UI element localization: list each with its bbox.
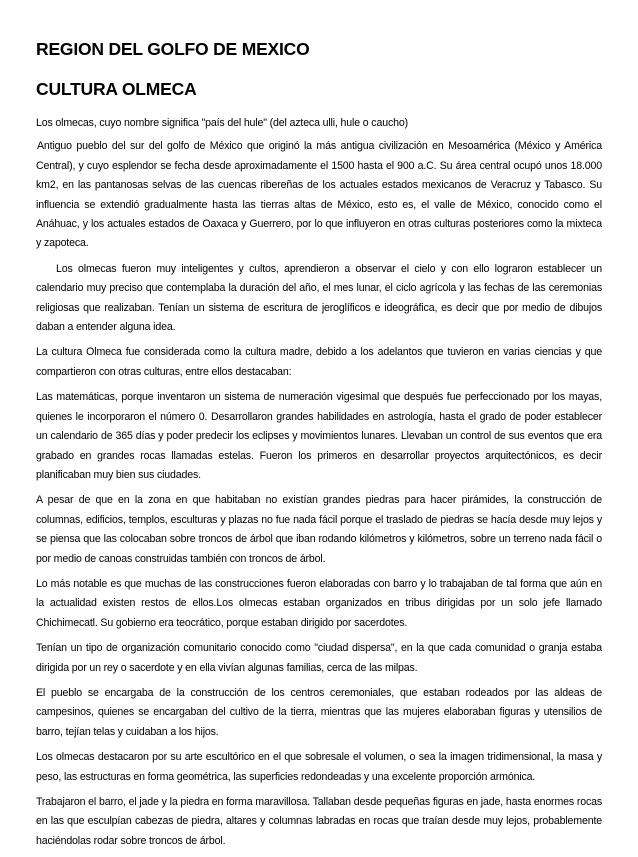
paragraph-materials: Trabajaron el barro, el jade y la piedra en forma maravillosa. Tallaban desde pequeñas figuras en jade, hasta enormes rocas en las que esculpían cabezas de piedra, altares y columnas labradas en rocas que traían desde muy lejos, probablemente haciéndolas rodar sobre troncos de árbol. [36, 796, 602, 847]
paragraph-calendar: Los olmecas fueron muy inteligentes y cultos, aprendieron a observar el cielo y con ello lograron establecer un calendario muy preciso que contemplaba la duración del año, el mes lunar, el ciclo agrícola y las fechas de las ceremonias religiosas que realizaban. Tenían un sistema de escritura de jeroglíficos e ideográfica, es decir que por medio de dibujos daban a entender alguna idea. [36, 262, 602, 334]
paragraph-intro: Los olmecas, cuyo nombre significa "país del hule" (del azteca ulli, hule o caucho) [36, 117, 408, 129]
paragraph-mother-culture: La cultura Olmeca fue considerada como la cultura madre, debido a los adelantos que tuvieron en varias ciencias y que compartieron con otras culturas, entre ellos destacaban: [36, 346, 602, 378]
paragraph-people: El pueblo se encargaba de la construcción de los centros ceremoniales, que estaban rodeados por las aldeas de campesinos, quienes se encargaban del cultivo de la tierra, mientras que las mujeres elaboraban figuras y utensilios de barro, tejían telas y cuidaban a los hijos. [36, 686, 602, 738]
document-page [36, 38, 602, 857]
document-subtitle: CULTURA OLMECA [36, 79, 197, 99]
paragraph-sculpture: Los olmecas destacaron por su arte escultórico en el que sobresale el volumen, o sea la imagen tridimensional, la masa y peso, las estructuras en forma geométrica, las superficies redondeadas y una excelente proporción armónica. [36, 751, 602, 783]
document-title: REGION DEL GOLFO DE MEXICO [36, 39, 310, 59]
paragraph-organization: Lo más notable es que muchas de las construcciones fueron elaboradas con barro y lo trabajaban de tal forma que aún en la actualidad existen restos de ellos.Los olmecas estaban organizados en tribus dirigidas por un solo jefe llamado Chichimecatl. Su gobierno era teocrático, porque estaban dirigido por sacerdotes. [36, 577, 602, 629]
paragraph-origin: Antiguo pueblo del sur del golfo de México que originó la más antigua civilización en Mesoamérica (México y América Central), y cuyo esplendor se fecha desde aproximadamente el 1500 hasta el 900 a.C. Su área central ocupó unos 18.000 km2, en las pantanosas selvas de las cuencas ribereñas de los actuales estados mexicanos de Veracruz y Tabasco. Su influencia se extendió gradualmente hasta las tierras altas de México, esto es, el valle de México, conocido como el Anáhuac, y los actuales estados de Oaxaca y Guerrero, por lo que influyeron en otras culturas posteriores como la mixteca y zapoteca. [36, 140, 602, 250]
paragraph-construction: A pesar de que en la zona en que habitaban no existían grandes piedras para hacer pirámides, la construcción de columnas, edificios, templos, esculturas y plazas no fue nada fácil porque el traslado de piedras se hacía desde muy lejos y se piensa que las colocaban sobre troncos de árbol que iban rodando kilómetros y kilómetros, sobre un terreno nada fácil o por medio de canoas construidas también con troncos de árbol. [36, 494, 602, 565]
paragraph-mathematics: Las matemáticas, porque inventaron un sistema de numeración vigesimal que después fue perfeccionado por los mayas, quienes le incorporaron el número 0. Desarrollaron grandes habilidades en astrología, hasta el grado de poder establecer un calendario de 365 días y poder predecir los eclipses y movimientos lunares. Llevaban un control de sus eventos que era grabado en grandes rocas llamadas estelas. Fueron los primeros en desarrollar proyectos arquitectónicos, es decir planificaban muy bien sus ciudades. [36, 391, 602, 481]
paragraph-dispersed-city: Tenían un tipo de organización comunitario conocido como "ciudad dispersa", en la que cada comunidad o granja estaba dirigida por un rey o sacerdote y en ella vivían algunas familias, cerca de las milpas. [36, 642, 602, 674]
